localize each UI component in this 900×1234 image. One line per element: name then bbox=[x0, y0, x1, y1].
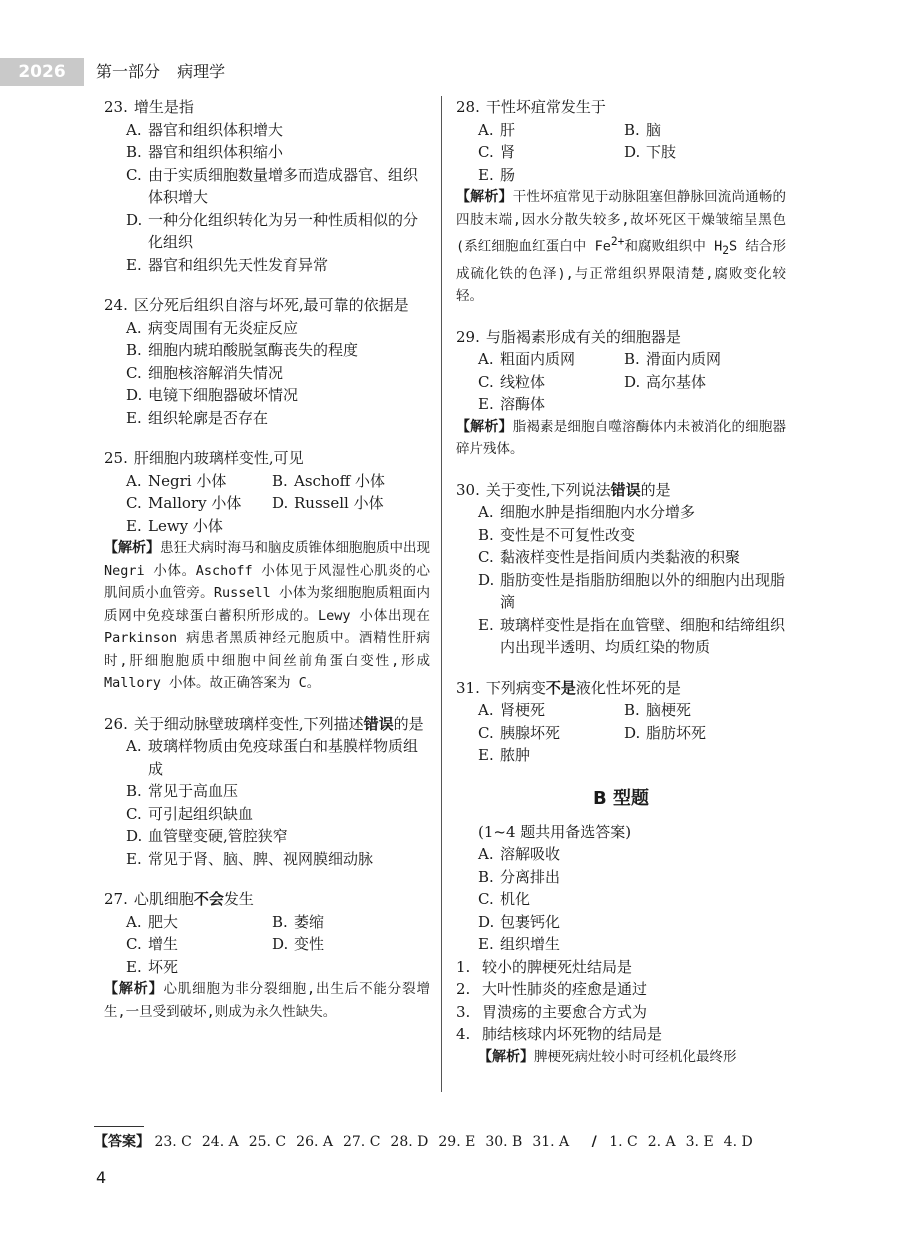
question-31 bbox=[456, 677, 786, 767]
option: A. 病变周围有无炎症反应 bbox=[126, 318, 299, 337]
option: A. 细胞水肿是指细胞内水分增多 bbox=[478, 503, 696, 522]
option: D. 脂肪变性是指脂肪细胞以外的细胞内出现脂滴 bbox=[478, 570, 786, 612]
option: A. 溶解吸收 bbox=[478, 845, 561, 864]
question-number: 26. bbox=[104, 714, 128, 733]
question-number: 25. bbox=[104, 449, 128, 467]
option: C. 黏液样变性是指间质内类黏液的积聚 bbox=[478, 548, 741, 567]
left-column bbox=[104, 96, 430, 1041]
question-24 bbox=[104, 294, 430, 429]
option: D. 一种分化组织转化为另一种性质相似的分化组织 bbox=[126, 210, 419, 251]
analysis: 【解析】干性坏疽常见于动脉阻塞但静脉回流尚通畅的四肢末端,因水分散失较多,故坏死区干燥皱缩呈黑色(系红细胞血红蛋白中 $Fe^{2+}$和腐败组织中 $H_2S$ 结合形成硫化铁的色泽),与正常组织界限清楚,腐败变化较轻。 bbox=[456, 189, 787, 305]
option: A. 器官和组织体积增大 bbox=[126, 120, 284, 139]
answer-items-part2: 1. C 2. A 3. E 4. D bbox=[609, 1134, 753, 1150]
option: D. 电镜下细胞器破坏情况 bbox=[126, 386, 299, 404]
answer-rule bbox=[94, 1126, 144, 1127]
option: E. 组织增生 bbox=[478, 935, 561, 954]
option-row: A. 肾梗死 B. 脑梗死 bbox=[478, 701, 692, 720]
question-29 bbox=[456, 326, 786, 461]
question-number: 29. bbox=[456, 327, 480, 346]
question-26 bbox=[104, 713, 430, 871]
question-number: 23. bbox=[104, 98, 128, 116]
question-stem: 下列病变不是液化性坏死的是 bbox=[485, 678, 681, 697]
option: D. 血管壁变硬,管腔狭窄 bbox=[126, 827, 288, 845]
analysis: 【解析】脂褐素是细胞自噬溶酶体内未被消化的细胞器碎片残体。 bbox=[456, 418, 787, 458]
b-question: 1. 较小的脾梗死灶结局是 bbox=[456, 957, 633, 976]
option: E. 常见于肾、脑、脾、视网膜细动脉 bbox=[126, 849, 374, 868]
option: E. 器官和组织先天性发育异常 bbox=[126, 255, 329, 274]
b-question: 4. 肺结核球内坏死物的结局是 bbox=[456, 1025, 663, 1044]
option-row: C. 胰腺坏死 D. 脂肪坏死 bbox=[478, 723, 707, 742]
question-number: 30. bbox=[456, 480, 480, 499]
section-title: B 型题 bbox=[593, 787, 649, 809]
answer-label: 【答案】 bbox=[94, 1134, 150, 1150]
analysis: 【解析】患狂犬病时海马和脑皮质锥体细胞胞质中出现 Negri 小体。Aschoff 小体见于风湿性心肌炎的心肌间质小血管旁。Russell 小体为浆细胞胞质粗面内质网中免疫球蛋白蓄积所形成的。Lewy 小体出现在 Parkinson 病患者黑质神经元胞质中。酒精性肝病时,肝细胞胞质中细胞中间丝前角蛋白变性,形成 Mallory 小体。故正确答案为 C。 bbox=[104, 540, 430, 691]
question-stem: 心肌细胞不会发生 bbox=[133, 890, 254, 908]
option: C. 由于实质细胞数量增多而造成器官、组织体积增大 bbox=[126, 165, 419, 206]
column-divider bbox=[441, 96, 442, 1092]
option: C. 机化 bbox=[478, 890, 531, 909]
option-row: A. 肝 B. 脑 bbox=[478, 120, 662, 139]
question-stem: 与脂褐素形成有关的细胞器是 bbox=[485, 327, 681, 346]
question-stem: 增生是指 bbox=[133, 98, 194, 116]
b-question: 2. 大叶性肺炎的痊愈是通过 bbox=[456, 980, 648, 999]
option: A. 玻璃样物质由免疫球蛋白和基膜样物质组成 bbox=[126, 737, 419, 778]
option: B. 器官和组织体积缩小 bbox=[126, 143, 284, 161]
option-row: C. Mallory 小体 D. Russell 小体 bbox=[126, 494, 384, 512]
b-question: 3. 胃溃疡的主要愈合方式为 bbox=[456, 1002, 648, 1021]
option: E. 溶酶体 bbox=[478, 395, 546, 414]
analysis: 【解析】脾梗死病灶较小时可经机化最终形 bbox=[478, 1048, 737, 1065]
question-30 bbox=[456, 479, 786, 659]
shared-options-note: (1~4 题共用备选答案) bbox=[478, 822, 632, 841]
option-row: C. 肾 D. 下肢 bbox=[478, 143, 677, 161]
part-label: 第一部分 bbox=[96, 62, 161, 81]
option: D. 包裹钙化 bbox=[478, 912, 561, 931]
right-column bbox=[456, 96, 786, 1068]
option-row: A. Negri 小体 B. Aschoff 小体 bbox=[126, 471, 386, 490]
option: E. 脓肿 bbox=[478, 746, 531, 765]
year-badge: 2026 bbox=[0, 58, 84, 86]
option-row: C. 增生 D. 变性 bbox=[126, 935, 325, 953]
option: C. 细胞核溶解消失情况 bbox=[126, 363, 284, 382]
answer-separator: / bbox=[591, 1134, 597, 1150]
option-row: A. 粗面内质网 B. 滑面内质网 bbox=[478, 350, 722, 369]
option: B. 变性是不可复性改变 bbox=[478, 525, 636, 544]
page-number: 4 bbox=[96, 1168, 107, 1187]
option-row: C. 线粒体 D. 高尔基体 bbox=[478, 372, 707, 391]
option: C. 可引起组织缺血 bbox=[126, 804, 254, 823]
question-stem: 关于细动脉壁玻璃样变性,下列描述错误的是 bbox=[133, 714, 424, 733]
question-number: 27. bbox=[104, 890, 128, 908]
analysis: 【解析】心肌细胞为非分裂细胞,出生后不能分裂增生,一旦受到破坏,则成为永久性缺失。 bbox=[104, 981, 430, 1020]
question-number: 28. bbox=[456, 98, 480, 116]
answer-key bbox=[94, 1130, 814, 1154]
question-23 bbox=[104, 96, 430, 276]
question-25 bbox=[104, 447, 430, 695]
question-stem: 关于变性,下列说法错误的是 bbox=[485, 480, 671, 499]
b-type-section bbox=[456, 785, 786, 1069]
option: E. 组织轮廓是否存在 bbox=[126, 408, 269, 427]
question-stem: 干性坏疽常发生于 bbox=[485, 98, 606, 116]
option-row: A. 肥大 B. 萎缩 bbox=[126, 912, 325, 931]
option: B. 分离排出 bbox=[478, 867, 561, 886]
option: B. 常见于高血压 bbox=[126, 782, 239, 800]
option: E. 玻璃样变性是指在血管壁、细胞和结缔组织内出现半透明、均质红染的物质 bbox=[478, 615, 786, 657]
question-number: 31. bbox=[456, 678, 480, 697]
chapter-header bbox=[96, 60, 237, 84]
answer-items-part1: 23. C 24. A 25. C 26. A 27. C 28. D 29. E 30. B 31. A bbox=[154, 1134, 570, 1150]
option: B. 细胞内琥珀酸脱氢酶丧失的程度 bbox=[126, 341, 359, 359]
option: E. 肠 bbox=[478, 165, 516, 184]
question-stem: 肝细胞内玻璃样变性,可见 bbox=[133, 449, 304, 467]
question-number: 24. bbox=[104, 296, 128, 314]
question-28 bbox=[456, 96, 786, 308]
question-27 bbox=[104, 888, 430, 1023]
option: E. Lewy 小体 bbox=[126, 516, 223, 535]
subject-label: 病理学 bbox=[177, 62, 226, 81]
option: E. 坏死 bbox=[126, 957, 179, 976]
question-stem: 区分死后组织自溶与坏死,最可靠的依据是 bbox=[133, 296, 409, 314]
